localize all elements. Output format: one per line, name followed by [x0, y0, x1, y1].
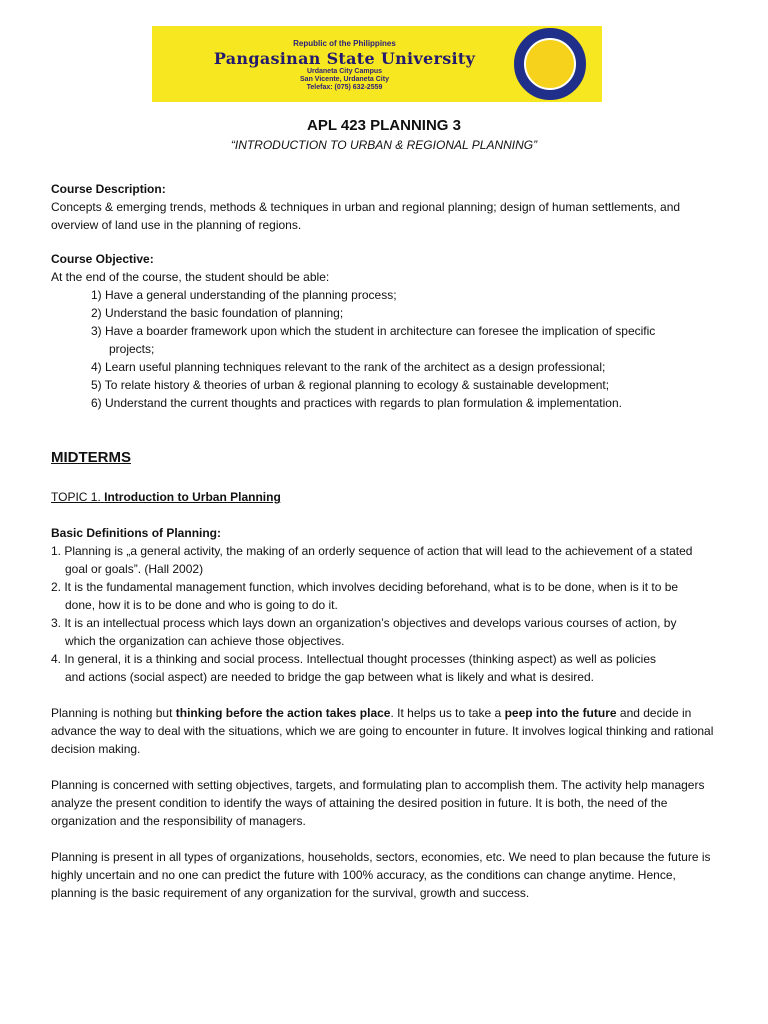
list-item: 4. In general, it is a thinking and social process. Intellectual thought processes (thinking aspect) as well as policies: [51, 652, 656, 666]
course-subtitle: “INTRODUCTION TO URBAN & REGIONAL PLANNING”: [230, 138, 538, 152]
list-item: 3. It is an intellectual process which lays down an organization’s objectives and develops various courses of action, by: [51, 616, 677, 630]
list-item: 1. Planning is „a general activity, the making of an orderly sequence of action that will lead to the achievement of a stated: [51, 544, 693, 558]
course-objective: [51, 250, 721, 412]
paragraph-thinking: [51, 704, 721, 758]
definitions-heading: Basic Definitions of Planning:: [51, 526, 222, 540]
bold-phrase: thinking before the action takes place: [175, 706, 391, 720]
list-item: 5) To relate history & theories of urban & regional planning to ecology & sustainable development;: [91, 378, 610, 392]
description-heading: Course Description:: [51, 182, 166, 196]
objective-intro: At the end of the course, the student should be able:: [51, 270, 330, 284]
list-item: and actions (social aspect) are needed to bridge the gap between what is likely and what is desired.: [65, 670, 594, 684]
banner-text: [152, 26, 537, 102]
text-run: and decide in advance the way to deal with the situations, which we are going to encounter in future. It involves logical thinking and rational decision making.: [51, 706, 714, 756]
list-item: 1) Have a general understanding of the planning process;: [91, 288, 397, 302]
republic-label: Republic of the Philippines: [293, 39, 396, 48]
list-item: 2. It is the fundamental management function, which involves deciding beforehand, what is to be done, when is it to be: [51, 580, 679, 594]
objective-heading: Course Objective:: [51, 252, 154, 266]
topic-name: Introduction to Urban Planning: [104, 490, 281, 504]
university-name: Pangasinan State University: [213, 49, 476, 68]
university-seal-icon: [512, 26, 588, 102]
text-run: . It helps us to take a: [390, 706, 505, 720]
bold-phrase: peep into the future: [504, 706, 617, 720]
telefax-label: Telefax: (075) 632-2559: [306, 84, 383, 91]
campus-label: Urdaneta City Campus: [306, 68, 383, 75]
list-item: 2) Understand the basic foundation of planning;: [91, 306, 344, 320]
paragraph-presence: Planning is present in all types of organizations, households, sectors, economies, etc. We need to plan because the future is highly uncertain and no one can predict the future with 100% accuracy, as the conditions can change anytime. Hence, planning is the basic requirement of any organization for the survival, growth and success.: [51, 850, 711, 900]
course-title: APL 423 PLANNING 3: [307, 117, 461, 134]
midterms-heading: MIDTERMS: [51, 449, 131, 466]
paragraph-objectives: Planning is concerned with setting objectives, targets, and formulating plan to accomplish them. The activity help managers analyze the present condition to identify the ways of attaining the desired position in future. It is both, the need of the organization and the responsibility of managers.: [51, 778, 705, 828]
list-item: 4) Learn useful planning techniques relevant to the rank of the architect as a design professional;: [91, 360, 606, 374]
topic-heading: [51, 490, 281, 504]
topic-prefix: TOPIC 1.: [51, 490, 101, 504]
list-item: 6) Understand the current thoughts and practices with regards to plan formulation & implementation.: [91, 396, 622, 410]
list-item: done, how it is to be done and who is going to do it.: [65, 598, 338, 612]
definitions-section: [51, 524, 721, 686]
course-description: [51, 180, 721, 234]
objective-list: [51, 286, 721, 412]
seal-lion-icon: [524, 38, 576, 90]
list-item: 3) Have a boarder framework upon which the student in architecture can foresee the implication of specific: [91, 324, 656, 338]
list-item: goal or goals”. (Hall 2002): [65, 562, 204, 576]
text-run: Planning is nothing but: [51, 706, 176, 720]
description-text: Concepts & emerging trends, methods & techniques in urban and regional planning; design of human settlements, and overview of land use in the planning of regions.: [51, 200, 681, 232]
list-item: which the organization can achieve those objectives.: [65, 634, 345, 648]
university-banner: [152, 26, 602, 102]
address-label: San Vicente, Urdaneta City: [300, 76, 389, 83]
list-item: projects;: [109, 342, 155, 356]
